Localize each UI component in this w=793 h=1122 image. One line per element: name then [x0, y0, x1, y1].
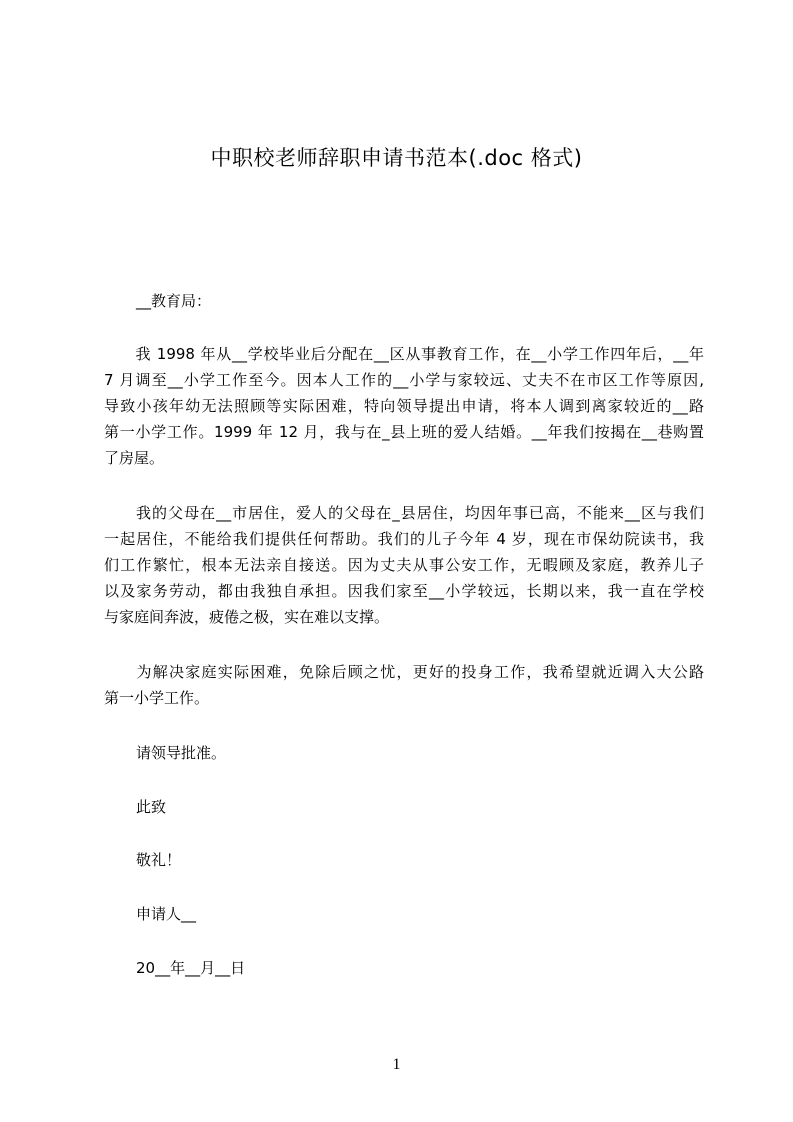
paragraph-line: 一起居住，不能给我们提供任何帮助。我们的儿子今年 4 岁，现在市保幼院读书，我: [104, 530, 704, 548]
paragraph-line: 7 月调至__小学工作至今。因本人工作的__小学与家较远、丈夫不在市区工作等原因,: [104, 371, 704, 389]
paragraph-line: 以及家务劳动，都由我独自承担。因我们家至__小学较远，长期以来，我一直在学校: [104, 582, 704, 600]
date-line: 20__年__月__日: [136, 959, 246, 977]
document-title: 中职校老师辞职申请书范本(.doc 格式): [210, 146, 583, 170]
paragraph-line: 第一小学工作。1999 年 12 月，我与在_县上班的爱人结婚。__年我们按揭在__巷购置: [104, 423, 704, 441]
applicant-signature: 申请人__: [136, 905, 197, 923]
paragraph-line: 第一小学工作。: [104, 689, 210, 707]
request-line: 请领导批准。: [136, 744, 227, 762]
closing-line-2: 敬礼！: [136, 851, 182, 869]
paragraph-line: 为解决家庭实际困难，免除后顾之忧，更好的投身工作，我希望就近调入大公路: [104, 663, 704, 681]
page-number: 1: [392, 1056, 401, 1073]
paragraph-line: 我 1998 年从__学校毕业后分配在__区从事教育工作，在__小学工作四年后，__年: [104, 345, 704, 363]
paragraph-line: 我的父母在__市居住，爱人的父母在_县居住，均因年事已高，不能来__区与我们: [104, 504, 704, 522]
paragraph-line: 导致小孩年幼无法照顾等实际困难，特向领导提出申请，将本人调到离家较近的__路: [104, 397, 704, 415]
paragraph-line: 们工作繁忙，根本无法亲自接送。因为丈夫从事公安工作，无暇顾及家庭，教养儿子: [104, 556, 704, 574]
paragraph-line: 了房屋。: [104, 449, 165, 467]
paragraph-line: 与家庭间奔波，疲倦之极，实在难以支撑。: [104, 608, 390, 626]
closing-line-1: 此致: [136, 798, 167, 816]
salutation: __教育局：: [136, 292, 212, 310]
